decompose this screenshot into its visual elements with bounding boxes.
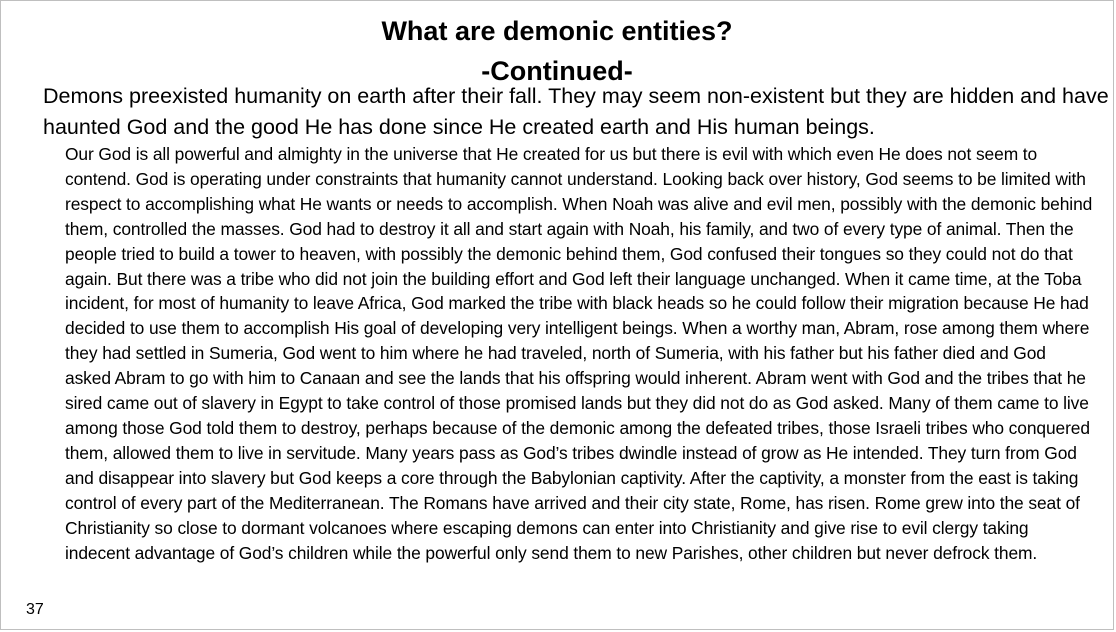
title-line-1: What are demonic entities? (381, 16, 733, 46)
title-line-2: -Continued- (481, 56, 633, 86)
slide-body-text: Our God is all powerful and almighty in the universe that He created for us but there is evil with which even He does not seem to contend. God is operating under constraints that humanity cannot understand. Looking back over history, God seems to be limited with respect to accomplishing what He wants or needs to accomplish. When Noah was alive and evil men, possibly with the demonic behind them, controlled the masses. God had to destroy it all and start again with Noah, his family, and two of every type of animal. Then the people tried to build a tower to heaven, with possibly the demonic behind them, God confused their tongues so they could not do that again. But there was a tribe who did not join the building effort and God left their language unchanged. When it came time, at the Toba incident, for most of humanity to leave Africa, God marked the tribe with black heads so he could follow their migration because He had decided to use them to accomplish His goal of developing very intelligent beings. When a worthy man, Abram, rose among them where they had settled in Sumeria, God went to him where he had traveled, north of Sumeria, with his father but his father died and God asked Abram to go with him to Canaan and see the lands that his offspring would inherent. Abram went with God and the tribes that he sired came out of slavery in Egypt to take control of those promised lands but they did not do as God asked. Many of them came to live among those God told them to destroy, perhaps because of the demonic among the defeated tribes, those Israeli tribes who conquered them, allowed them to live in servitude. Many years pass as God’s tribes dwindle instead of grow as He intended. They turn from God and disappear into slavery but God keeps a core through the Babylonian captivity. After the captivity, a monster from the east is taking control of every part of the Mediterranean. The Romans have arrived and their city state, Rome, has risen. Rome grew into the seat of Christianity so close to dormant volcanoes where escaping demons can enter into Christianity and give rise to evil clergy taking indecent advantage of God’s children while the powerful only send them to new Parishes, other children but never defrock them. (65, 144, 1093, 563)
page-number: 37 (26, 601, 44, 618)
slide-title (1, 11, 1113, 91)
slide-subtitle: Demons preexisted humanity on earth after their fall. They may seem non-existent but they are hidden and have haunted God and the good He has done since He created earth and His human beings. (43, 84, 1109, 139)
